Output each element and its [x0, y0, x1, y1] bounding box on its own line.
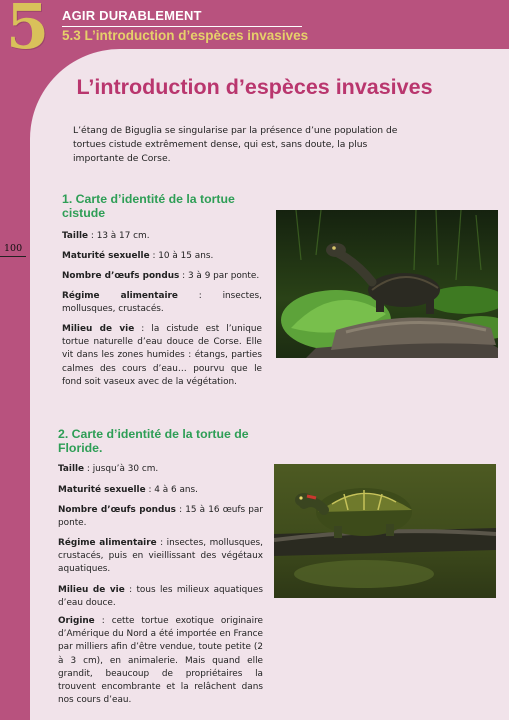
field-value: 13 à 17 cm.: [96, 231, 150, 241]
florida-turtle-photo: [274, 464, 496, 598]
field-value: insectes, mollusques, crustacés, puis en vieillissant des végétaux aquatiques.: [58, 538, 263, 575]
field-label: Nombre d’œufs pondus: [62, 271, 180, 281]
section1-field-regime: Régime alimentaire : insectes, mollusques, crustacés.: [62, 291, 263, 315]
field-value: insectes, mollusques, crustacés.: [62, 291, 263, 315]
page-number-rule: [0, 256, 26, 257]
section1-field-oeufs: Nombre d’œufs pondus : 3 à 9 par ponte.: [62, 271, 260, 281]
field-value: 4 à 6 ans.: [154, 485, 198, 495]
field-value: 10 à 15 ans.: [158, 251, 214, 261]
section1-heading: 1. Carte d’identité de la tortue cistude: [62, 192, 235, 220]
section2-field-oeufs: Nombre d’œufs pondus : 15 à 16 œufs par ponte.: [58, 505, 264, 529]
chapter-number: 5: [6, 0, 50, 63]
field-value: la cistude est l’unique tortue naturelle d’eau douce de Corse. Elle vit dans les zones humides : étangs, parties calmes des cours d’eau… pourvu que le fond soit vaseux avec de la végétation.: [62, 324, 262, 387]
field-value: tous les milieux aquatiques d’eau douce.: [58, 585, 263, 609]
field-label: Milieu de vie: [62, 324, 135, 334]
field-label: Taille: [62, 231, 89, 241]
page-number: 100: [4, 243, 23, 254]
field-label: Régime alimentaire: [58, 538, 157, 548]
header-divider: [62, 26, 302, 27]
field-label: Maturité sexuelle: [58, 485, 146, 495]
intro-paragraph: L’étang de Biguglia se singularise par la présence d’une population de tortues cistude extrêmement dense, qui est, sans doute, la plus importante de Corse.: [73, 125, 398, 164]
section1-field-maturite: Maturité sexuelle : 10 à 15 ans.: [62, 251, 214, 261]
section2-field-regime: Régime alimentaire : insectes, mollusques, crustacés, puis en vieillissant des végétaux aquatiques.: [58, 538, 263, 575]
field-value: jusqu’à 30 cm.: [92, 464, 159, 474]
field-label: Nombre d’œufs pondus: [58, 505, 176, 515]
field-value: 15 à 16 œufs par ponte.: [58, 505, 264, 529]
field-label: Taille: [58, 464, 85, 474]
field-value: 3 à 9 par ponte.: [187, 271, 260, 281]
field-label: Milieu de vie: [58, 585, 125, 595]
section1-field-taille: Taille : 13 à 17 cm.: [62, 231, 150, 241]
section-title: 5.3 L’introduction d’espèces invasives: [62, 28, 309, 43]
section2-field-maturite: Maturité sexuelle : 4 à 6 ans.: [58, 485, 198, 495]
chapter-title: AGIR DURABLEMENT: [62, 8, 202, 23]
page-title: L’introduction d’espèces invasives: [76, 75, 433, 99]
section2-heading: 2. Carte d’identité de la tortue de Floride.: [58, 427, 249, 455]
section1-field-milieu: Milieu de vie : la cistude est l’unique tortue naturelle d’eau douce de Corse. Elle vit dans les zones humides : étangs, parties calmes des cours d’eau… pourvu que le fond soit vaseux avec de la végétation.: [62, 324, 262, 387]
field-label: Origine: [58, 616, 95, 626]
section2-field-milieu: Milieu de vie : tous les milieux aquatiques d’eau douce.: [58, 585, 263, 609]
section2-field-origine: Origine : cette tortue exotique originaire d’Amérique du Nord a été importée en France par milliers afin d’être vendue, toute petite (2 à 3 cm), en animalerie. Mais quand elle grandit, beaucoup de propriétaires la trouvent encombrante et la relâchent dans nos cours d’eau.: [58, 616, 264, 706]
field-label: Maturité sexuelle: [62, 251, 150, 261]
cistude-turtle-photo: [276, 210, 498, 358]
field-value: cette tortue exotique originaire d’Amérique du Nord a été importée en France par milliers afin d’être vendue, toute petite (2 à 3 cm), en animalerie. Mais quand elle grandit, beaucoup de propriétaires la trouvent encombrante et la relâchent dans nos cours d’eau.: [58, 616, 264, 706]
section2-field-taille: Taille : jusqu’à 30 cm.: [58, 464, 159, 474]
field-label: Régime alimentaire: [62, 291, 178, 301]
